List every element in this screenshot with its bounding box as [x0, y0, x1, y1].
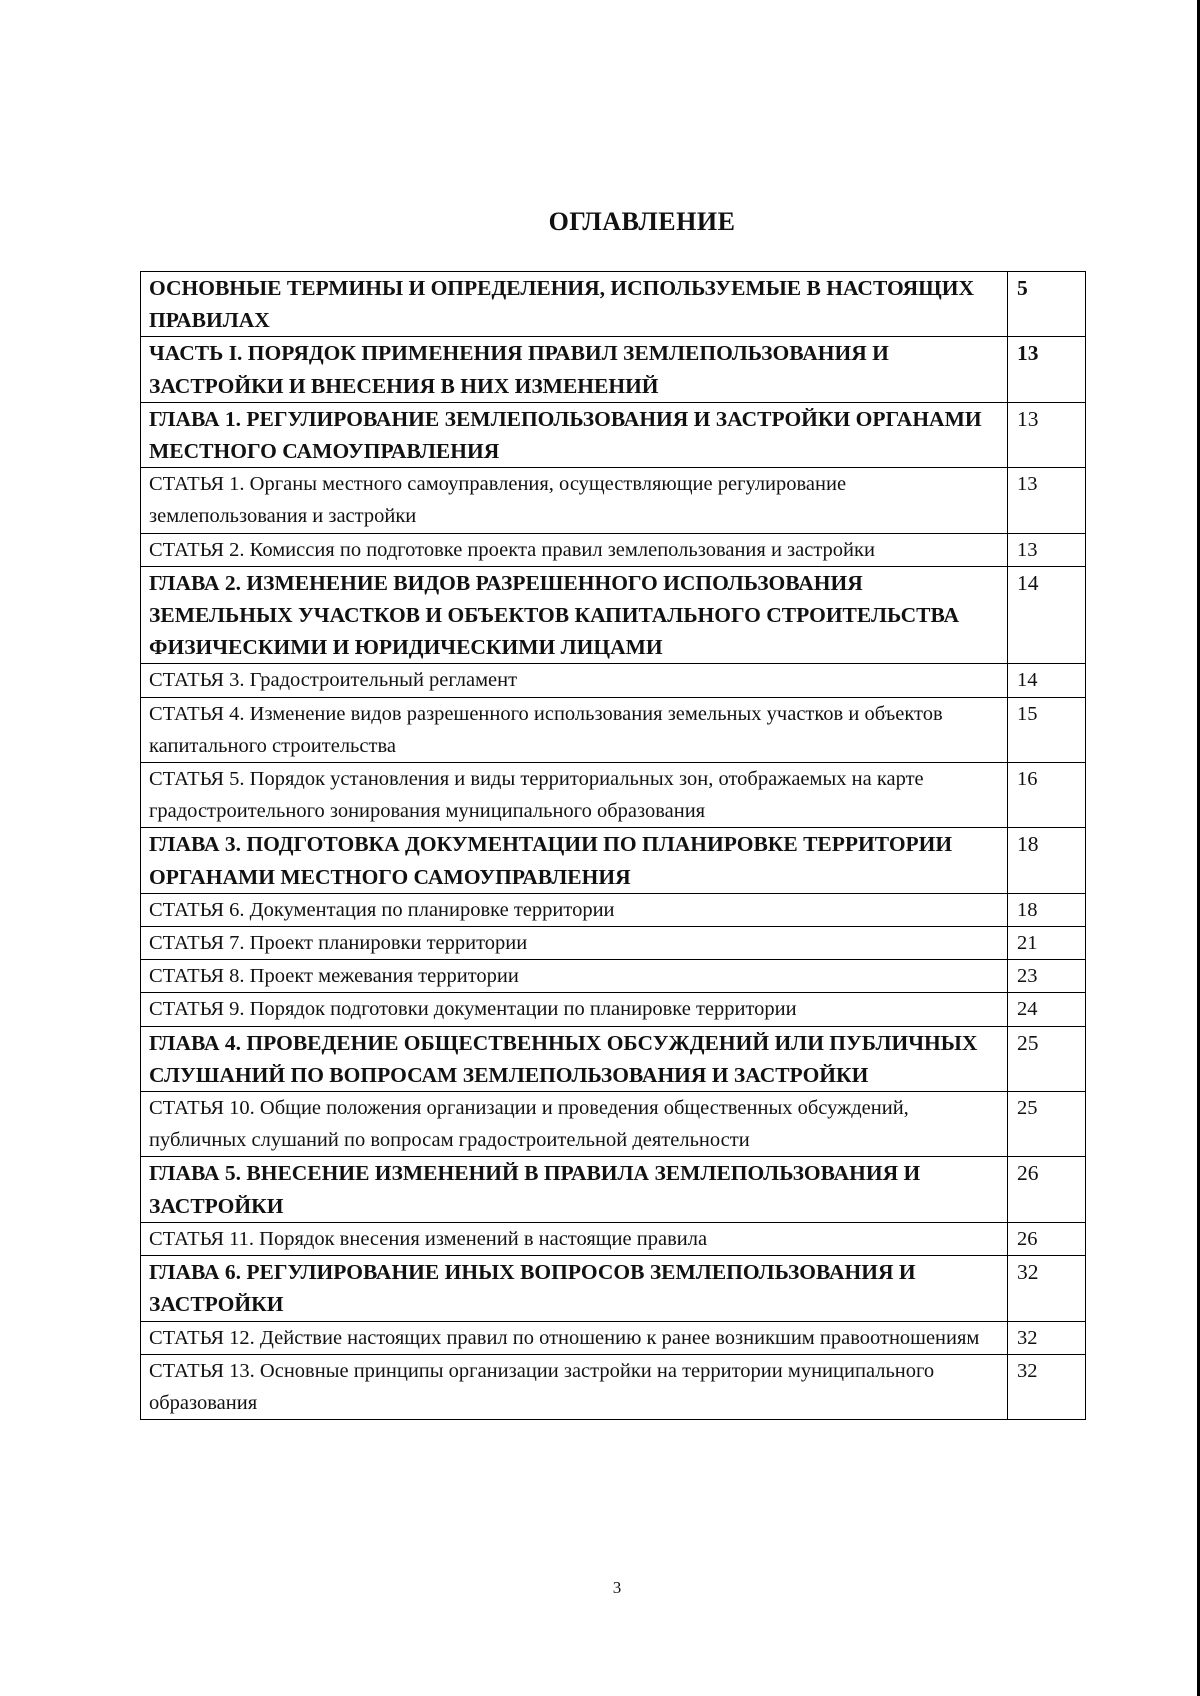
toc-row-article[interactable]	[141, 893, 1086, 926]
toc-entry-page: 18	[1008, 828, 1086, 893]
toc-entry-title: СТАТЬЯ 6. Документация по планировке территории	[141, 893, 1008, 926]
toc-entry-page: 13	[1008, 402, 1086, 467]
toc-table	[140, 271, 1086, 1420]
toc-entry-page: 32	[1008, 1256, 1086, 1321]
toc-entry-title: СТАТЬЯ 10. Общие положения организации и проведения общественных обсуждений, публичных слушаний по вопросам градостроительной деятельности	[141, 1092, 1008, 1157]
toc-entry-page: 32	[1008, 1354, 1086, 1419]
toc-entry-page: 5	[1008, 272, 1086, 337]
toc-entry-title: ЧАСТЬ I. ПОРЯДОК ПРИМЕНЕНИЯ ПРАВИЛ ЗЕМЛЕПОЛЬЗОВАНИЯ И ЗАСТРОЙКИ И ВНЕСЕНИЯ В НИХ ИЗМЕНЕНИЙ	[141, 337, 1008, 402]
toc-entry-page: 24	[1008, 993, 1086, 1026]
toc-row-chapter[interactable]	[141, 1026, 1086, 1091]
toc-entry-title: СТАТЬЯ 4. Изменение видов разрешенного использования земельных участков и объектов капитального строительства	[141, 697, 1008, 762]
toc-row-chapter[interactable]	[141, 402, 1086, 467]
toc-body	[141, 272, 1086, 1420]
chapter-label: ГЛАВА 4.	[149, 1030, 241, 1055]
chapter-name: ПОДГОТОВКА ДОКУМЕНТАЦИИ ПО ПЛАНИРОВКЕ ТЕРРИТОРИИ ОРГАНАМИ МЕСТНОГО САМОУПРАВЛЕНИЯ	[149, 832, 953, 889]
toc-row-chapter[interactable]	[141, 1157, 1086, 1222]
page-number: 3	[612, 1578, 622, 1597]
toc-row-chapter[interactable]	[141, 828, 1086, 893]
toc-entry-title	[141, 402, 1008, 467]
toc-entry-page: 26	[1008, 1157, 1086, 1222]
toc-heading: ОГЛАВЛЕНИЕ	[548, 207, 736, 236]
toc-row-article[interactable]	[141, 697, 1086, 762]
chapter-name: ПРОВЕДЕНИЕ ОБЩЕСТВЕННЫХ ОБСУЖДЕНИЙ ИЛИ ПУБЛИЧНЫХ СЛУШАНИЙ ПО ВОПРОСАМ ЗЕМЛЕПОЛЬЗОВАНИЯ И ЗАСТРОЙКИ	[149, 1030, 978, 1087]
toc-entry-title: СТАТЬЯ 5. Порядок установления и виды территориальных зон, отображаемых на карте градостроительного зонирования муниципального образования	[141, 763, 1008, 828]
chapter-label: ГЛАВА 5.	[149, 1161, 241, 1186]
toc-entry-page: 23	[1008, 960, 1086, 993]
toc-row-part[interactable]	[141, 272, 1086, 337]
toc-entry-page: 18	[1008, 893, 1086, 926]
chapter-name: ИЗМЕНЕНИЕ ВИДОВ РАЗРЕШЕННОГО ИСПОЛЬЗОВАНИЯ ЗЕМЕЛЬНЫХ УЧАСТКОВ И ОБЪЕКТОВ КАПИТАЛЬНОГО СТРОИТЕЛЬСТВА ФИЗИЧЕСКИМИ И ЮРИДИЧЕСКИМИ ЛИЦАМИ	[149, 570, 960, 660]
toc-entry-page: 32	[1008, 1321, 1086, 1354]
toc-row-article[interactable]	[141, 1321, 1086, 1354]
toc-entry-title: СТАТЬЯ 12. Действие настоящих правил по отношению к ранее возникшим правоотношениям	[141, 1321, 1008, 1354]
toc-entry-title	[141, 828, 1008, 893]
toc-entry-title: СТАТЬЯ 1. Органы местного самоуправления, осуществляющие регулирование землепользования и застройки	[141, 468, 1008, 533]
toc-entry-title	[141, 566, 1008, 664]
toc-row-article[interactable]	[141, 468, 1086, 533]
toc-row-part[interactable]	[141, 337, 1086, 402]
toc-row-article[interactable]	[141, 533, 1086, 566]
toc-row-article[interactable]	[141, 1092, 1086, 1157]
toc-row-chapter[interactable]	[141, 1256, 1086, 1321]
toc-row-article[interactable]	[141, 993, 1086, 1026]
toc-entry-title: СТАТЬЯ 3. Градостроительный регламент	[141, 664, 1008, 697]
toc-entry-title: СТАТЬЯ 7. Проект планировки территории	[141, 927, 1008, 960]
chapter-label: ГЛАВА 1.	[149, 406, 241, 431]
toc-entry-page: 26	[1008, 1222, 1086, 1255]
toc-entry-title: ОСНОВНЫЕ ТЕРМИНЫ И ОПРЕДЕЛЕНИЯ, ИСПОЛЬЗУЕМЫЕ В НАСТОЯЩИХ ПРАВИЛАХ	[141, 272, 1008, 337]
chapter-name: РЕГУЛИРОВАНИЕ ЗЕМЛЕПОЛЬЗОВАНИЯ И ЗАСТРОЙКИ ОРГАНАМИ МЕСТНОГО САМОУПРАВЛЕНИЯ	[149, 406, 982, 464]
chapter-label: ГЛАВА 6.	[149, 1260, 241, 1285]
toc-entry-page: 14	[1008, 664, 1086, 697]
toc-row-article[interactable]	[141, 763, 1086, 828]
toc-entry-page: 13	[1008, 337, 1086, 402]
toc-entry-page: 25	[1008, 1026, 1086, 1091]
chapter-label: ГЛАВА 3.	[149, 832, 241, 857]
toc-row-article[interactable]	[141, 1222, 1086, 1255]
toc-entry-title: СТАТЬЯ 13. Основные принципы организации застройки на территории муниципального образования	[141, 1354, 1008, 1419]
chapter-name: ВНЕСЕНИЕ ИЗМЕНЕНИЙ В ПРАВИЛА ЗЕМЛЕПОЛЬЗОВАНИЯ И ЗАСТРОЙКИ	[149, 1161, 921, 1218]
toc-row-article[interactable]	[141, 1354, 1086, 1419]
toc-entry-page: 16	[1008, 763, 1086, 828]
toc-entry-title: СТАТЬЯ 11. Порядок внесения изменений в настоящие правила	[141, 1222, 1008, 1255]
toc-entry-page: 21	[1008, 927, 1086, 960]
toc-entry-title: СТАТЬЯ 8. Проект межевания территории	[141, 960, 1008, 993]
toc-entry-title	[141, 1026, 1008, 1091]
toc-entry-page: 13	[1008, 533, 1086, 566]
toc-entry-page: 13	[1008, 468, 1086, 533]
toc-entry-title: СТАТЬЯ 9. Порядок подготовки документации по планировке территории	[141, 993, 1008, 1026]
toc-entry-page: 14	[1008, 566, 1086, 664]
toc-entry-page: 15	[1008, 697, 1086, 762]
toc-row-article[interactable]	[141, 960, 1086, 993]
toc-row-chapter[interactable]	[141, 566, 1086, 664]
toc-row-article[interactable]	[141, 664, 1086, 697]
chapter-label: ГЛАВА 2.	[149, 570, 241, 595]
toc-entry-title	[141, 1157, 1008, 1222]
toc-row-article[interactable]	[141, 927, 1086, 960]
chapter-name: РЕГУЛИРОВАНИЕ ИНЫХ ВОПРОСОВ ЗЕМЛЕПОЛЬЗОВАНИЯ И ЗАСТРОЙКИ	[149, 1260, 916, 1317]
toc-entry-page: 25	[1008, 1092, 1086, 1157]
toc-entry-title	[141, 1256, 1008, 1321]
toc-entry-title: СТАТЬЯ 2. Комиссия по подготовке проекта правил землепользования и застройки	[141, 533, 1008, 566]
